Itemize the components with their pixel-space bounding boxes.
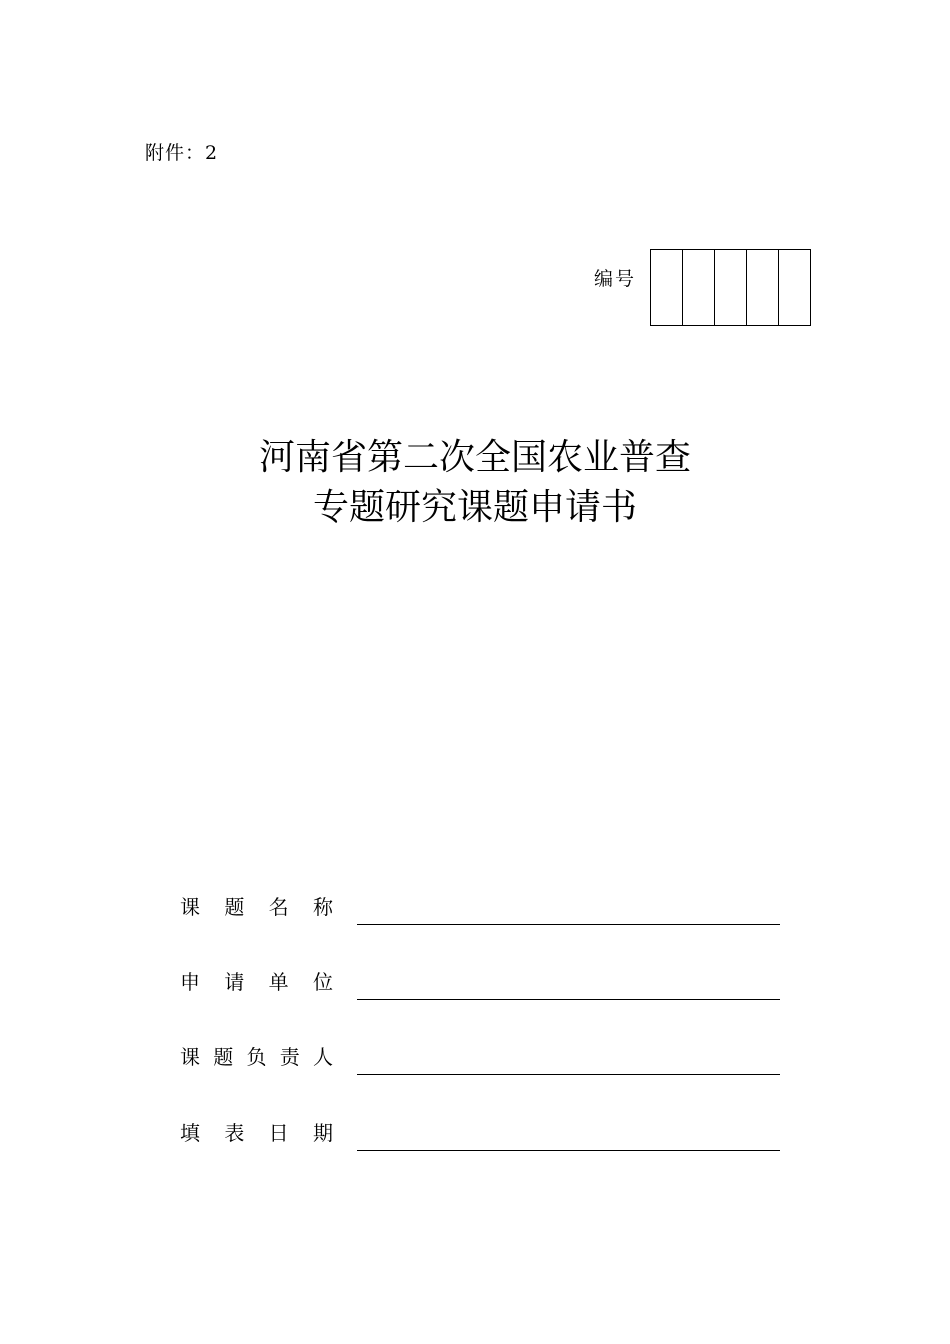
serial-number-box[interactable] xyxy=(683,250,715,325)
field-label xyxy=(180,1118,333,1148)
field-label-char: 负 xyxy=(246,1045,267,1069)
field-label-char: 题 xyxy=(213,1045,234,1069)
field-label-char: 表 xyxy=(224,1121,245,1145)
field-applicant-unit xyxy=(180,967,780,1001)
field-label-char: 位 xyxy=(312,970,333,994)
field-label-char: 单 xyxy=(268,970,289,994)
field-label xyxy=(180,1042,333,1072)
title-line-1: 河南省第二次全国农业普查 xyxy=(258,437,691,478)
serial-number-box[interactable] xyxy=(715,250,747,325)
attachment-label: 附件：2 xyxy=(145,142,219,164)
field-label-char: 申 xyxy=(180,970,200,994)
field-fill-date xyxy=(180,1118,780,1152)
field-label xyxy=(180,892,333,922)
document-title xyxy=(0,433,950,533)
serial-number-label: 编号 xyxy=(594,268,637,290)
serial-number-box[interactable] xyxy=(747,250,779,325)
project-name-input-line[interactable] xyxy=(357,924,780,925)
field-label-char: 人 xyxy=(313,1045,333,1069)
fill-date-input-line[interactable] xyxy=(357,1150,780,1151)
field-label xyxy=(180,967,333,997)
serial-number-boxes xyxy=(650,249,811,326)
field-label-char: 名 xyxy=(268,895,289,919)
field-label-char: 日 xyxy=(268,1121,289,1145)
applicant-unit-input-line[interactable] xyxy=(357,999,780,1000)
field-label-char: 课 xyxy=(180,1045,200,1069)
field-project-name xyxy=(180,892,780,926)
serial-number-box[interactable] xyxy=(651,250,683,325)
field-label-char: 题 xyxy=(224,895,245,919)
field-label-char: 期 xyxy=(312,1121,333,1145)
field-label-char: 责 xyxy=(279,1045,300,1069)
field-project-leader xyxy=(180,1042,780,1076)
serial-number-box[interactable] xyxy=(779,250,810,325)
field-label-char: 请 xyxy=(224,970,245,994)
title-line-2: 专题研究课题申请书 xyxy=(312,487,637,528)
project-leader-input-line[interactable] xyxy=(357,1074,780,1075)
field-label-char: 填 xyxy=(180,1121,200,1145)
field-label-char: 称 xyxy=(312,895,333,919)
field-label-char: 课 xyxy=(180,895,200,919)
